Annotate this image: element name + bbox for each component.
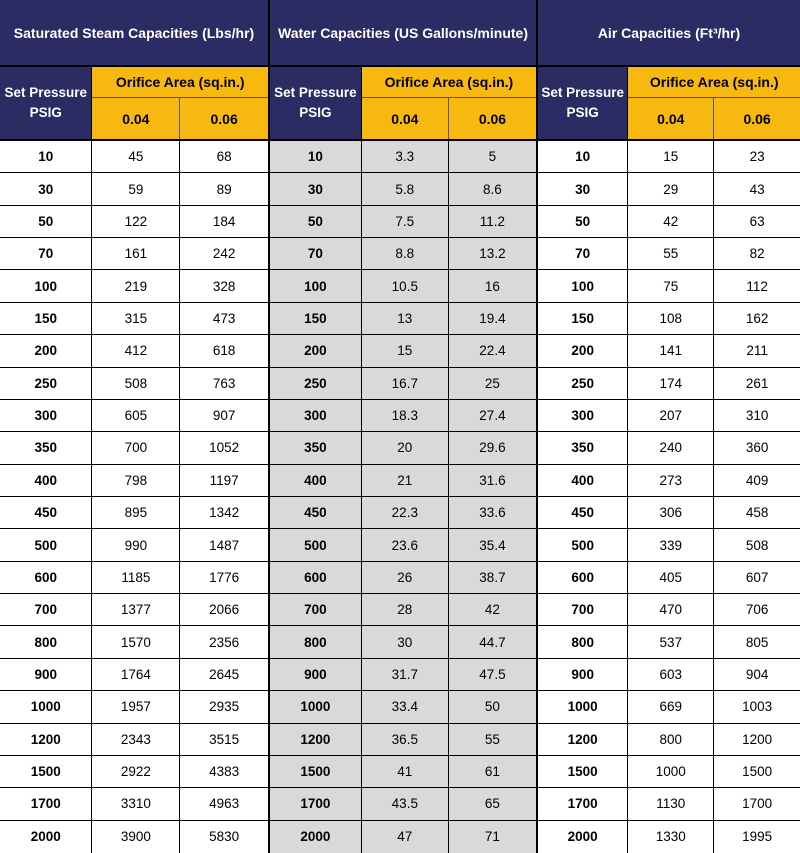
table-row <box>270 659 536 691</box>
set-pressure-header: Set Pressure PSIG <box>538 67 628 139</box>
set-pressure-cell: 450 <box>270 497 362 528</box>
capacity-cell: 20 <box>362 432 449 463</box>
set-pressure-cell: 1500 <box>0 756 92 787</box>
set-pressure-cell: 200 <box>538 335 628 366</box>
table-row <box>0 562 268 594</box>
table-row <box>0 141 268 173</box>
table-row <box>0 303 268 335</box>
set-pressure-cell: 450 <box>538 497 628 528</box>
set-pressure-cell: 350 <box>270 432 362 463</box>
capacity-cell: 29 <box>628 173 714 204</box>
capacity-cell: 2645 <box>209 666 240 682</box>
orifice-area-header: Orifice Area (sq.in.) <box>92 67 268 98</box>
size-header: 0.04 <box>628 98 714 139</box>
table-row <box>538 400 800 432</box>
capacity-cell: 30 <box>362 626 449 657</box>
table-row <box>538 368 800 400</box>
table-row <box>538 594 800 626</box>
set-pressure-cell: 400 <box>270 465 362 496</box>
capacity-cell: 242 <box>212 246 236 262</box>
water-block <box>270 0 538 853</box>
capacity-cell: 71 <box>449 821 536 853</box>
capacity-cell: 36.5 <box>362 724 449 755</box>
table-row <box>270 626 536 658</box>
set-pressure-cell: 250 <box>538 368 628 399</box>
capacity-cell: 43 <box>749 181 765 197</box>
capacity-cell: 5 <box>449 141 536 172</box>
set-pressure-cell: 2000 <box>0 821 92 853</box>
table-row <box>538 788 800 820</box>
capacity-cell: 61 <box>449 756 536 787</box>
capacity-cell: 3.3 <box>362 141 449 172</box>
capacity-cell: 141 <box>628 335 714 366</box>
set-pressure-cell: 450 <box>0 497 92 528</box>
set-pressure-cell: 350 <box>0 432 92 463</box>
capacity-cell: 470 <box>628 594 714 625</box>
capacity-cell: 537 <box>628 626 714 657</box>
set-pressure-cell: 70 <box>0 238 92 269</box>
set-pressure-cell: 600 <box>0 562 92 593</box>
capacity-cell: 1995 <box>742 829 773 845</box>
capacity-cell: 29.6 <box>449 432 536 463</box>
capacity-cell: 55 <box>449 724 536 755</box>
set-pressure-cell: 300 <box>0 400 92 431</box>
set-pressure-cell: 400 <box>0 465 92 496</box>
set-pressure-cell: 600 <box>270 562 362 593</box>
capacity-cell: 63 <box>749 213 765 229</box>
table-row <box>270 141 536 173</box>
table-row <box>0 529 268 561</box>
capacity-cell: 22.3 <box>362 497 449 528</box>
set-pressure-cell: 300 <box>270 400 362 431</box>
capacity-cell: 108 <box>628 303 714 334</box>
table-row <box>538 173 800 205</box>
capacity-cell: 1776 <box>209 569 240 585</box>
set-pressure-cell: 250 <box>0 368 92 399</box>
capacity-cell: 16 <box>449 270 536 301</box>
table-row <box>270 335 536 367</box>
table-row <box>538 335 800 367</box>
capacity-cell: 5830 <box>209 829 240 845</box>
capacity-cell: 2356 <box>209 634 240 650</box>
capacity-cell: 13 <box>362 303 449 334</box>
water-title: Water Capacities (US Gallons/minute) <box>270 0 536 67</box>
table-row <box>538 562 800 594</box>
set-pressure-cell: 150 <box>538 303 628 334</box>
orifice-area-header: Orifice Area (sq.in.) <box>362 67 536 98</box>
set-pressure-cell: 50 <box>270 206 362 237</box>
set-pressure-cell: 1700 <box>0 788 92 819</box>
capacity-cell: 75 <box>628 270 714 301</box>
table-row <box>538 465 800 497</box>
capacity-cell: 700 <box>92 432 180 463</box>
capacity-cell: 211 <box>746 343 768 359</box>
capacity-cell: 25 <box>449 368 536 399</box>
table-row <box>270 594 536 626</box>
set-pressure-cell: 200 <box>0 335 92 366</box>
set-pressure-cell: 350 <box>538 432 628 463</box>
capacity-cell: 3900 <box>92 821 180 853</box>
capacity-cell: 907 <box>212 408 236 424</box>
capacity-cell: 174 <box>628 368 714 399</box>
capacity-cell: 55 <box>628 238 714 269</box>
capacity-cell: 607 <box>745 569 769 585</box>
capacity-cell: 1700 <box>742 796 773 812</box>
capacity-cell: 41 <box>362 756 449 787</box>
air-block <box>538 0 800 853</box>
capacity-cell: 184 <box>212 213 236 229</box>
capacity-cell: 763 <box>212 375 236 391</box>
table-row <box>0 206 268 238</box>
set-pressure-header: Set Pressure PSIG <box>270 67 362 139</box>
table-row <box>538 270 800 302</box>
table-row <box>538 529 800 561</box>
set-pressure-cell: 700 <box>270 594 362 625</box>
set-pressure-cell: 1200 <box>270 724 362 755</box>
capacity-cell: 68 <box>216 149 232 165</box>
capacity-cell: 26 <box>362 562 449 593</box>
capacity-cell: 8.8 <box>362 238 449 269</box>
capacity-cell: 4963 <box>209 796 240 812</box>
capacity-cell: 162 <box>745 310 769 326</box>
capacity-cell: 23 <box>749 149 765 165</box>
table-row <box>270 562 536 594</box>
table-row <box>270 206 536 238</box>
capacity-cell: 458 <box>745 505 769 521</box>
capacity-cell: 18.3 <box>362 400 449 431</box>
set-pressure-cell: 800 <box>538 626 628 657</box>
capacity-cell: 1003 <box>742 699 773 715</box>
set-pressure-cell: 1000 <box>270 691 362 722</box>
table-row <box>270 497 536 529</box>
capacity-cell: 42 <box>628 206 714 237</box>
set-pressure-cell: 10 <box>0 141 92 172</box>
table-row <box>0 368 268 400</box>
capacity-cell: 315 <box>92 303 180 334</box>
capacity-cell: 706 <box>745 602 769 618</box>
capacity-cell: 7.5 <box>362 206 449 237</box>
table-row <box>0 659 268 691</box>
capacity-cell: 805 <box>745 634 769 650</box>
steam-title: Saturated Steam Capacities (Lbs/hr) <box>0 0 268 67</box>
set-pressure-cell: 900 <box>270 659 362 690</box>
capacity-cell: 42 <box>449 594 536 625</box>
table-row <box>270 691 536 723</box>
set-pressure-cell: 900 <box>538 659 628 690</box>
capacity-cell: 112 <box>746 278 768 294</box>
capacity-cell: 21 <box>362 465 449 496</box>
capacity-cell: 5.8 <box>362 173 449 204</box>
capacity-cell: 798 <box>92 465 180 496</box>
set-pressure-cell: 30 <box>538 173 628 204</box>
set-pressure-cell: 700 <box>0 594 92 625</box>
capacity-cell: 31.7 <box>362 659 449 690</box>
capacity-cell: 618 <box>212 343 236 359</box>
capacity-cell: 605 <box>92 400 180 431</box>
table-row <box>270 368 536 400</box>
set-pressure-cell: 1200 <box>0 724 92 755</box>
set-pressure-cell: 500 <box>538 529 628 560</box>
set-pressure-cell: 100 <box>270 270 362 301</box>
capacity-cell: 43.5 <box>362 788 449 819</box>
capacity-cell: 65 <box>449 788 536 819</box>
table-row <box>538 659 800 691</box>
capacity-cell: 33.4 <box>362 691 449 722</box>
capacity-cell: 405 <box>628 562 714 593</box>
table-row <box>0 432 268 464</box>
capacity-cell: 409 <box>745 472 769 488</box>
capacity-cell: 1052 <box>209 440 240 456</box>
capacity-cell: 508 <box>745 537 769 553</box>
set-pressure-cell: 1000 <box>538 691 628 722</box>
table-row <box>538 626 800 658</box>
set-pressure-cell: 700 <box>538 594 628 625</box>
capacity-cell: 273 <box>628 465 714 496</box>
air-subheader <box>538 67 800 141</box>
table-row <box>538 432 800 464</box>
capacity-cell: 10.5 <box>362 270 449 301</box>
set-pressure-cell: 250 <box>270 368 362 399</box>
capacity-cell: 261 <box>745 375 769 391</box>
capacity-cell: 45 <box>92 141 180 172</box>
set-pressure-cell: 10 <box>538 141 628 172</box>
capacity-cell: 1130 <box>628 788 714 819</box>
capacity-cell: 1197 <box>209 472 239 488</box>
capacity-cell: 240 <box>628 432 714 463</box>
table-row <box>0 821 268 853</box>
capacity-cell: 16.7 <box>362 368 449 399</box>
table-row <box>538 756 800 788</box>
table-row <box>538 724 800 756</box>
table-row <box>0 465 268 497</box>
set-pressure-cell: 1700 <box>538 788 628 819</box>
capacity-cell: 35.4 <box>449 529 536 560</box>
size-header: 0.06 <box>714 98 800 139</box>
capacity-cell: 47.5 <box>449 659 536 690</box>
capacity-cell: 1487 <box>209 537 240 553</box>
set-pressure-cell: 30 <box>270 173 362 204</box>
table-row <box>538 141 800 173</box>
set-pressure-cell: 900 <box>0 659 92 690</box>
capacity-cell: 2066 <box>209 602 240 618</box>
capacity-cell: 31.6 <box>449 465 536 496</box>
table-row <box>538 206 800 238</box>
table-row <box>0 173 268 205</box>
capacity-cell: 27.4 <box>449 400 536 431</box>
table-row <box>0 238 268 270</box>
table-row <box>538 691 800 723</box>
set-pressure-cell: 150 <box>270 303 362 334</box>
table-row <box>270 238 536 270</box>
capacity-cell: 207 <box>628 400 714 431</box>
capacity-cell: 603 <box>628 659 714 690</box>
set-pressure-cell: 150 <box>0 303 92 334</box>
table-row <box>270 465 536 497</box>
capacity-cell: 38.7 <box>449 562 536 593</box>
capacity-cell: 3310 <box>92 788 180 819</box>
set-pressure-cell: 1200 <box>538 724 628 755</box>
capacity-cell: 904 <box>745 666 769 682</box>
capacity-cell: 161 <box>92 238 180 269</box>
capacity-cell: 1200 <box>742 731 773 747</box>
set-pressure-cell: 70 <box>538 238 628 269</box>
set-pressure-cell: 800 <box>270 626 362 657</box>
set-pressure-cell: 500 <box>0 529 92 560</box>
capacity-cell: 13.2 <box>449 238 536 269</box>
table-row <box>0 756 268 788</box>
orifice-area-header: Orifice Area (sq.in.) <box>628 67 800 98</box>
capacity-cell: 508 <box>92 368 180 399</box>
capacity-cell: 2343 <box>92 724 180 755</box>
capacity-cell: 800 <box>628 724 714 755</box>
set-pressure-cell: 70 <box>270 238 362 269</box>
size-header: 0.06 <box>449 98 536 139</box>
table-row <box>0 335 268 367</box>
table-row <box>538 238 800 270</box>
set-pressure-cell: 1500 <box>270 756 362 787</box>
table-row <box>0 270 268 302</box>
capacity-cell: 1330 <box>628 821 714 853</box>
capacity-cell: 1185 <box>92 562 180 593</box>
table-row <box>0 497 268 529</box>
table-row <box>538 303 800 335</box>
size-header: 0.04 <box>362 98 449 139</box>
capacity-cell: 22.4 <box>449 335 536 366</box>
capacity-cell: 8.6 <box>449 173 536 204</box>
set-pressure-cell: 100 <box>0 270 92 301</box>
capacity-cell: 89 <box>216 181 232 197</box>
set-pressure-cell: 1700 <box>270 788 362 819</box>
capacity-cell: 15 <box>362 335 449 366</box>
set-pressure-cell: 2000 <box>270 821 362 853</box>
set-pressure-cell: 50 <box>538 206 628 237</box>
capacity-cell: 23.6 <box>362 529 449 560</box>
table-row <box>270 400 536 432</box>
set-pressure-cell: 50 <box>0 206 92 237</box>
set-pressure-header: Set Pressure PSIG <box>0 67 92 139</box>
table-row <box>270 303 536 335</box>
table-row <box>0 594 268 626</box>
capacity-cell: 122 <box>92 206 180 237</box>
capacity-cell: 1342 <box>209 505 240 521</box>
capacity-cell: 1500 <box>742 764 773 780</box>
capacity-cell: 82 <box>749 246 765 262</box>
capacity-cell: 47 <box>362 821 449 853</box>
set-pressure-cell: 500 <box>270 529 362 560</box>
set-pressure-cell: 100 <box>538 270 628 301</box>
table-row <box>0 691 268 723</box>
set-pressure-cell: 2000 <box>538 821 628 853</box>
table-row <box>0 626 268 658</box>
set-pressure-cell: 600 <box>538 562 628 593</box>
capacity-cell: 11.2 <box>449 206 536 237</box>
table-row <box>270 432 536 464</box>
steam-block <box>0 0 270 853</box>
capacity-cell: 4383 <box>209 764 240 780</box>
steam-subheader <box>0 67 268 141</box>
capacity-cell: 990 <box>92 529 180 560</box>
size-header: 0.06 <box>180 98 268 139</box>
capacity-cell: 33.6 <box>449 497 536 528</box>
table-row <box>270 756 536 788</box>
water-subheader <box>270 67 536 141</box>
capacity-cell: 1000 <box>628 756 714 787</box>
table-row <box>0 788 268 820</box>
set-pressure-cell: 800 <box>0 626 92 657</box>
capacity-cell: 1570 <box>92 626 180 657</box>
capacity-cell: 339 <box>628 529 714 560</box>
capacity-cell: 19.4 <box>449 303 536 334</box>
table-row <box>0 724 268 756</box>
set-pressure-cell: 200 <box>270 335 362 366</box>
capacity-cell: 306 <box>628 497 714 528</box>
table-row <box>270 788 536 820</box>
set-pressure-cell: 400 <box>538 465 628 496</box>
capacity-cell: 2922 <box>92 756 180 787</box>
capacity-cell: 328 <box>212 278 236 294</box>
capacity-cell: 1764 <box>92 659 180 690</box>
set-pressure-cell: 30 <box>0 173 92 204</box>
set-pressure-cell: 10 <box>270 141 362 172</box>
set-pressure-cell: 1500 <box>538 756 628 787</box>
capacity-cell: 219 <box>92 270 180 301</box>
capacity-cell: 2935 <box>209 699 240 715</box>
table-row <box>270 724 536 756</box>
set-pressure-cell: 1000 <box>0 691 92 722</box>
capacity-cell: 1957 <box>92 691 180 722</box>
table-row <box>270 173 536 205</box>
table-row <box>538 497 800 529</box>
table-row <box>270 821 536 853</box>
table-row <box>0 400 268 432</box>
capacity-cell: 44.7 <box>449 626 536 657</box>
capacity-cell: 3515 <box>209 731 240 747</box>
capacity-cell: 473 <box>212 310 236 326</box>
capacity-cell: 28 <box>362 594 449 625</box>
table-row <box>270 529 536 561</box>
capacity-cell: 1377 <box>92 594 180 625</box>
set-pressure-cell: 300 <box>538 400 628 431</box>
capacity-cell: 310 <box>745 408 769 424</box>
size-header: 0.04 <box>92 98 180 139</box>
capacity-cell: 50 <box>449 691 536 722</box>
capacity-cell: 669 <box>628 691 714 722</box>
capacity-cell: 360 <box>745 440 769 456</box>
air-title: Air Capacities (Ft³/hr) <box>538 0 800 67</box>
capacity-cell: 59 <box>92 173 180 204</box>
capacity-cell: 15 <box>628 141 714 172</box>
capacity-cell: 412 <box>92 335 180 366</box>
capacity-cell: 895 <box>92 497 180 528</box>
table-row <box>538 821 800 853</box>
table-row <box>270 270 536 302</box>
